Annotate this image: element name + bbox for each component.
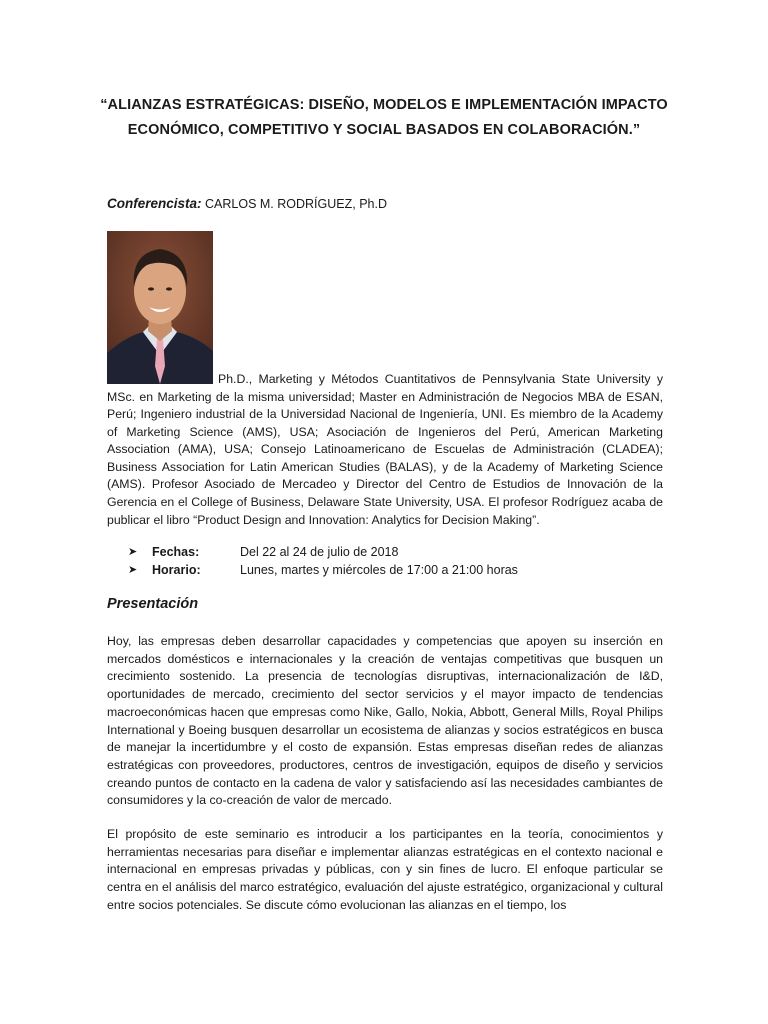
arrow-bullet-icon: ➤ (128, 546, 138, 558)
bio-first-line: Ph.D., Marketing y Métodos Cuantitativos de Pennsylvania State University y (218, 372, 663, 386)
bio-text: MSc. en Marketing de la misma universidad; Master en Administración de Negocios MBA de ESAN, Perú; Ingeniero industrial de la Universidad Nacional de Ingeniería, UNI. Es miembro de la Academy of Marketing Science (AMS), USA; Asociación de Ingenieros del Perú, American Marketing Association (AMA), USA; Consejo Latinoamericano de Escuelas de Administración (CLADEA); Business Association for Latin American Studies (BALAS), y de la Academy of Marketing Science (AMS). Profesor Asociado de Mercadeo y Director del Centro de Estudios de Innovación de la Gerencia en el College of Business, Delaware State University, USA. El profesor Rodríguez acaba de publicar el libro “Product Design and Innovation: Analytics for Decision Making”. (107, 389, 663, 527)
schedule-list (128, 543, 518, 579)
portrait-image (107, 231, 213, 384)
section-title: Presentación (107, 596, 199, 612)
paragraph: Hoy, las empresas deben desarrollar capacidades y competencias que apoyen su inserción en mercados domésticos e internacionales y la creación de ventajas competitivas que busquen un crecimiento sostenido. La presencia de tecnologías disruptivas, internacionalización de I&D, oportunidades de mercado, crecimiento del sector servicios y el mayor impacto de tendencias macroeconómicas hacen que empresas como Nike, Gallo, Nokia, Abbott, General Mills, Royal Philips International y Boeing busquen desarrollar un ecosistema de alianzas y socios estratégicos en busca de manejar la incertidumbre y el costo de expansión. Estas empresas diseñan redes de alianzas estratégicas con proveedores, productores, centros de investigación, equipos de diseño y servicios creando puntos de contacto en la cadena de valor y satisfaciendo así las necesidades cambiantes de consumidores y la co-creación de valor de mercado. (107, 634, 663, 808)
schedule-item-dates (128, 543, 518, 561)
schedule-value: Del 22 al 24 de julio de 2018 (240, 545, 399, 559)
schedule-label: Fechas: (152, 545, 200, 559)
document-title: “ALIANZAS ESTRATÉGICAS: DISEÑO, MODELOS E IMPLEMENTACIÓN IMPACTO ECONÓMICO, COMPETITIVO Y SOCIAL BASADOS EN COLABORACIÓN.” (100, 97, 668, 138)
schedule-value: Lunes, martes y miércoles de 17:00 a 21:00 horas (240, 563, 518, 577)
speaker-name: CARLOS M. RODRÍGUEZ, Ph.D (205, 197, 387, 211)
arrow-bullet-icon: ➤ (128, 564, 138, 576)
schedule-item-hours (128, 561, 518, 579)
schedule-label: Horario: (152, 563, 201, 577)
paragraph: El propósito de este seminario es introducir a los participantes en la teoría, conocimientos y herramientas necesarias para diseñar e implementar alianzas estratégicas en el contexto nacional e internacional en empresas privadas y públicas, con y sin fines de lucro. El enfoque particular se centra en el análisis del marco estratégico, evaluación del ajuste estratégico, organizacional y cultural entre socios potenciales. Se discute cómo evolucionan las alianzas en el tiempo, los (107, 827, 663, 912)
speaker-label: Conferencista: (107, 196, 202, 211)
speaker-line (107, 196, 387, 211)
speaker-photo (107, 231, 213, 384)
